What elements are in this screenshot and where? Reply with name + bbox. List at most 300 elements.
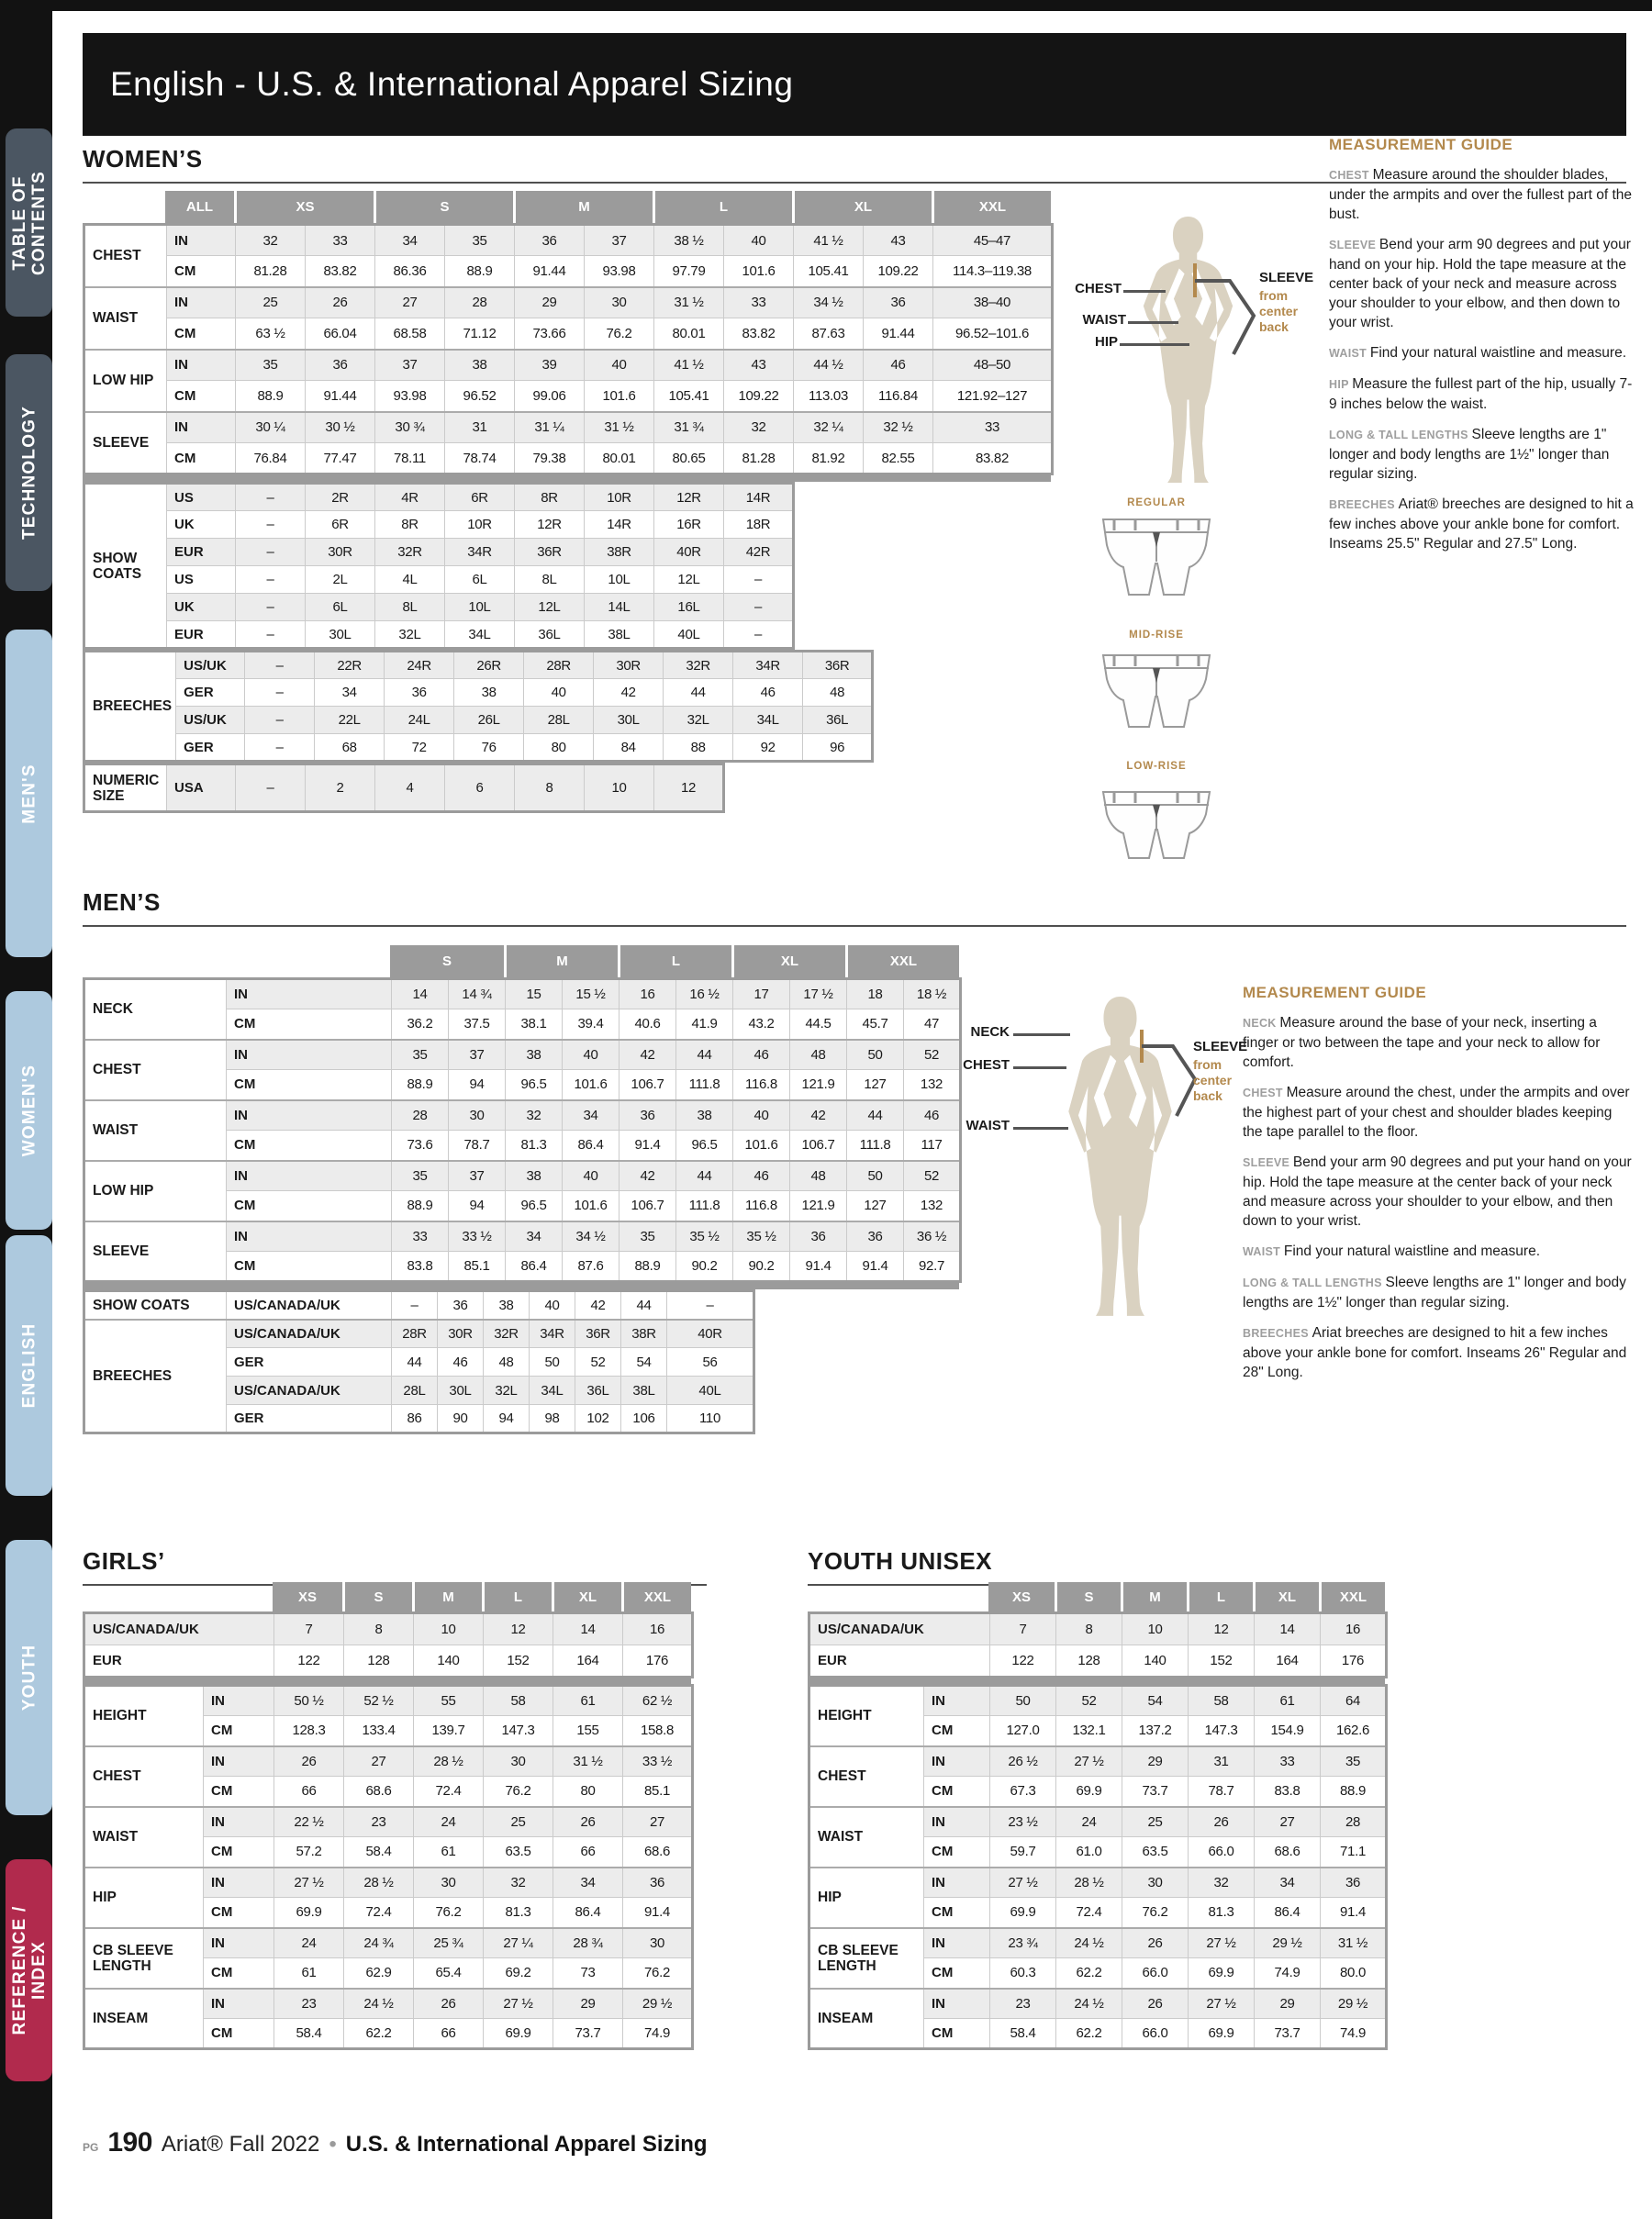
- size-value: 74.9: [1321, 2019, 1387, 2049]
- size-value: 73.66: [515, 318, 585, 350]
- size-value: 10L: [445, 594, 515, 621]
- unit-label: EUR: [84, 1645, 274, 1678]
- size-value: 164: [553, 1645, 623, 1678]
- size-value: 74.9: [623, 2019, 693, 2049]
- youth-measurements-table: [808, 1684, 1388, 2050]
- size-value: 121.9: [790, 1070, 847, 1100]
- rise-diagram-low-rise: LOW-RISE: [1088, 761, 1225, 867]
- unit-label: UK: [167, 594, 236, 621]
- size-value: –: [392, 1291, 438, 1320]
- row-label: CB SLEEVE LENGTH: [84, 1928, 204, 1989]
- size-value: 16: [623, 1613, 693, 1645]
- size-value: 8: [1056, 1613, 1122, 1645]
- size-value: 68.6: [344, 1777, 414, 1807]
- size-value: 2L: [306, 566, 375, 594]
- guide-term: WAIST: [1243, 1245, 1284, 1258]
- size-value: 88.9: [445, 256, 515, 287]
- size-value: 83.8: [392, 1252, 449, 1282]
- size-value: 22L: [315, 707, 385, 734]
- size-value: 38: [445, 350, 515, 381]
- size-value: 35: [392, 1161, 449, 1191]
- size-value: 83.82: [306, 256, 375, 287]
- size-value: 46: [733, 679, 803, 707]
- size-value: 34: [553, 1868, 623, 1898]
- size-value: 101.6: [563, 1191, 620, 1221]
- size-value: 34L: [530, 1377, 575, 1405]
- size-value: 66.04: [306, 318, 375, 350]
- guide-entry: SLEEVE Bend your arm 90 degrees and put your hand on your hip. Hold the tape measure at the center back of your neck and measure across your shoulder to your elbow, and then down to your wrist.: [1329, 237, 1631, 330]
- size-value: 30: [414, 1868, 484, 1898]
- size-column-header: L: [482, 1582, 552, 1611]
- size-value: 33 ½: [449, 1221, 506, 1252]
- unit-label: US/CANADA/UK: [809, 1613, 990, 1645]
- size-value: 32L: [484, 1377, 530, 1405]
- size-value: 127: [847, 1070, 904, 1100]
- size-value: 36: [620, 1100, 676, 1131]
- size-value: 30R: [438, 1320, 484, 1348]
- size-value: 36: [623, 1868, 693, 1898]
- row-label: NUMERIC SIZE: [84, 764, 167, 812]
- size-value: 43: [864, 225, 933, 256]
- size-value: 32: [506, 1100, 563, 1131]
- size-value: 117: [904, 1131, 961, 1161]
- guide-term: CHEST: [1329, 169, 1373, 182]
- unit-label: IN: [167, 287, 236, 318]
- size-value: 32L: [375, 621, 445, 649]
- unit-label: GER: [176, 734, 245, 762]
- unit-label: CM: [924, 1958, 990, 1989]
- unit-label: US/CANADA/UK: [227, 1291, 392, 1320]
- rise-diagram-mid-rise: MID-RISE: [1088, 630, 1225, 736]
- size-value: 30L: [306, 621, 375, 649]
- size-value: 176: [623, 1645, 693, 1678]
- size-value: 2R: [306, 484, 375, 511]
- size-value: 35: [445, 225, 515, 256]
- size-value: 58.4: [344, 1837, 414, 1868]
- size-value: 50: [530, 1348, 575, 1377]
- sidebar-tab-reference-index[interactable]: [6, 1859, 52, 2081]
- size-value: 111.8: [676, 1070, 733, 1100]
- size-value: 29: [1255, 1989, 1321, 2019]
- size-value: 77.47: [306, 443, 375, 474]
- guide-term: WAIST: [1329, 347, 1370, 360]
- guide-entry: CHEST Measure around the shoulder blades, under the armpits and over the fullest part of the bust.: [1329, 167, 1632, 222]
- size-value: 40: [530, 1291, 575, 1320]
- unit-label: IN: [167, 225, 236, 256]
- leader-line: [1123, 290, 1166, 293]
- size-value: 80: [524, 734, 594, 762]
- unit-label: CM: [227, 1070, 392, 1100]
- size-value: 46: [733, 1161, 790, 1191]
- unit-label: CM: [924, 2019, 990, 2049]
- size-value: 28R: [392, 1320, 438, 1348]
- size-value: 69.9: [1189, 2019, 1255, 2049]
- unit-label: IN: [227, 1100, 392, 1131]
- size-value: 96.5: [506, 1191, 563, 1221]
- size-value: 40L: [667, 1377, 754, 1405]
- size-value: 37: [449, 1161, 506, 1191]
- size-column-header: S: [1055, 1582, 1121, 1611]
- unit-label: IN: [924, 1928, 990, 1958]
- row-label: HIP: [84, 1868, 204, 1928]
- size-value: 50 ½: [274, 1686, 344, 1716]
- size-value: 176: [1321, 1645, 1387, 1678]
- size-value: 80.01: [585, 443, 654, 474]
- size-value: 24: [1056, 1807, 1122, 1837]
- size-value: 80: [553, 1777, 623, 1807]
- row-label: HEIGHT: [84, 1686, 204, 1746]
- size-column-header: M: [1121, 1582, 1187, 1611]
- guide-term: NECK: [1243, 1017, 1280, 1030]
- unit-label: IN: [227, 1040, 392, 1070]
- size-value: 38R: [621, 1320, 667, 1348]
- size-value: 33: [306, 225, 375, 256]
- size-value: 12R: [654, 484, 724, 511]
- size-value: 63 ½: [236, 318, 306, 350]
- girls-size-table: [83, 1582, 694, 2050]
- size-value: 35: [620, 1221, 676, 1252]
- sidebar-tab-womens[interactable]: [6, 991, 52, 1230]
- size-value: 147.3: [484, 1716, 553, 1746]
- breeches-diagram-icon: [1092, 775, 1221, 863]
- womens-breeches-table: [83, 650, 1054, 763]
- size-value: 88.9: [392, 1191, 449, 1221]
- figure-label-waist: WAIST: [966, 1118, 1010, 1133]
- size-value: 81.3: [484, 1898, 553, 1928]
- size-column-header: XXL: [621, 1582, 691, 1611]
- size-value: 8R: [375, 511, 445, 539]
- size-value: 15: [506, 979, 563, 1009]
- size-value: 44 ½: [794, 350, 864, 381]
- size-value: 23 ¾: [990, 1928, 1056, 1958]
- size-value: 18: [847, 979, 904, 1009]
- size-value: –: [667, 1291, 754, 1320]
- size-value: 37.5: [449, 1009, 506, 1040]
- size-value: 32: [1189, 1868, 1255, 1898]
- size-value: 36: [847, 1221, 904, 1252]
- size-value: 76.2: [585, 318, 654, 350]
- size-value: 33: [1255, 1746, 1321, 1777]
- unit-label: US/CANADA/UK: [227, 1377, 392, 1405]
- size-value: 66: [414, 2019, 484, 2049]
- size-value: 8L: [515, 566, 585, 594]
- size-value: 85.1: [449, 1252, 506, 1282]
- size-value: –: [245, 734, 315, 762]
- size-value: –: [245, 707, 315, 734]
- unit-label: US: [167, 484, 236, 511]
- size-value: 28: [392, 1100, 449, 1131]
- size-value: 58: [484, 1686, 553, 1716]
- size-value: 44: [676, 1161, 733, 1191]
- size-value: 109.22: [864, 256, 933, 287]
- size-value: 96.5: [506, 1070, 563, 1100]
- size-value: 6R: [306, 511, 375, 539]
- size-value: 10: [414, 1613, 484, 1645]
- size-value: 32R: [484, 1320, 530, 1348]
- size-value: 28 ¾: [553, 1928, 623, 1958]
- leader-line: [1128, 321, 1178, 324]
- size-value: 73.7: [553, 2019, 623, 2049]
- size-value: 36L: [575, 1377, 621, 1405]
- unit-label: IN: [167, 412, 236, 443]
- size-value: 52 ½: [344, 1686, 414, 1716]
- girls-measurements-table: [83, 1684, 694, 2050]
- size-value: 83.8: [1255, 1777, 1321, 1807]
- row-label: INSEAM: [84, 1989, 204, 2049]
- size-value: 69.2: [484, 1958, 553, 1989]
- size-value: 4: [375, 764, 445, 812]
- mens-size-table: [83, 945, 962, 1434]
- size-value: –: [724, 621, 794, 649]
- size-value: 59.7: [990, 1837, 1056, 1868]
- page-title-bar: [83, 33, 1626, 136]
- size-value: 6L: [306, 594, 375, 621]
- size-value: 76.2: [484, 1777, 553, 1807]
- sidebar-tab-english[interactable]: [6, 1235, 52, 1496]
- size-value: 36: [306, 350, 375, 381]
- size-value: 10R: [585, 484, 654, 511]
- catalog-edition: Ariat® Fall 2022: [161, 2132, 320, 2157]
- breeches-diagram-icon: [1092, 644, 1221, 731]
- unit-label: IN: [924, 1989, 990, 2019]
- size-value: 86: [392, 1405, 438, 1433]
- size-value: 91.4: [620, 1131, 676, 1161]
- guide-term: BREECHES: [1329, 498, 1399, 511]
- row-label: NECK: [84, 979, 227, 1040]
- size-value: 94: [449, 1070, 506, 1100]
- size-value: 10: [1122, 1613, 1189, 1645]
- size-value: 84: [594, 734, 664, 762]
- size-value: 43: [724, 350, 794, 381]
- size-value: –: [236, 594, 306, 621]
- size-value: 23: [344, 1807, 414, 1837]
- figure-label-neck: NECK: [970, 1024, 1010, 1040]
- size-value: –: [236, 621, 306, 649]
- size-value: 44: [664, 679, 733, 707]
- size-value: 16: [620, 979, 676, 1009]
- size-value: 29 ½: [1255, 1928, 1321, 1958]
- row-label: WAIST: [809, 1807, 924, 1868]
- size-value: 81.28: [236, 256, 306, 287]
- size-value: 17 ½: [790, 979, 847, 1009]
- size-value: 46: [864, 350, 933, 381]
- row-label: INSEAM: [809, 1989, 924, 2049]
- size-value: 45.7: [847, 1009, 904, 1040]
- size-value: 35 ½: [733, 1221, 790, 1252]
- size-value: 81.3: [1189, 1898, 1255, 1928]
- size-value: 54: [621, 1348, 667, 1377]
- size-value: 26L: [454, 707, 524, 734]
- size-value: 78.74: [445, 443, 515, 474]
- size-value: 12: [484, 1613, 553, 1645]
- page-title: English - U.S. & International Apparel Sizing: [110, 65, 794, 103]
- guide-entry: CHEST Measure around the chest, under the armpits and over the highest part of your chest and shoulder blades keeping the tape parallel to the floor.: [1243, 1085, 1630, 1140]
- size-value: 73.7: [1122, 1777, 1189, 1807]
- size-value: 83.82: [933, 443, 1053, 474]
- size-value: 147.3: [1189, 1716, 1255, 1746]
- size-value: 29 ½: [623, 1989, 693, 2019]
- unit-label: IN: [227, 1161, 392, 1191]
- size-value: 139.7: [414, 1716, 484, 1746]
- size-value: 73.6: [392, 1131, 449, 1161]
- guide-term: CHEST: [1243, 1087, 1287, 1099]
- size-value: 62.2: [1056, 2019, 1122, 2049]
- size-value: 66.0: [1122, 1958, 1189, 1989]
- size-value: 10R: [445, 511, 515, 539]
- row-label: SLEEVE: [84, 412, 167, 474]
- sidebar-tab-technology[interactable]: [6, 354, 52, 591]
- size-value: 23: [274, 1989, 344, 2019]
- size-value: 68.6: [623, 1837, 693, 1868]
- size-value: 24 ¾: [344, 1928, 414, 1958]
- size-value: 27 ½: [990, 1868, 1056, 1898]
- size-column-header: M: [412, 1582, 482, 1611]
- row-label: HEIGHT: [809, 1686, 924, 1746]
- size-value: 88: [664, 734, 733, 762]
- size-value: 18R: [724, 511, 794, 539]
- mens-section-heading: MEN’S: [83, 888, 1626, 927]
- size-value: 105.41: [654, 381, 724, 412]
- size-value: 31 ½: [553, 1746, 623, 1777]
- unit-label: CM: [167, 381, 236, 412]
- size-value: 69.9: [484, 2019, 553, 2049]
- size-value: 50: [847, 1161, 904, 1191]
- size-value: 30: [585, 287, 654, 318]
- size-value: 30 ½: [306, 412, 375, 443]
- size-value: 35: [1321, 1746, 1387, 1777]
- leader-line: [1120, 343, 1189, 346]
- sidebar-tab-label: WOMEN'S: [19, 1064, 39, 1157]
- footer-separator: •: [329, 2132, 337, 2157]
- size-value: 32 ½: [864, 412, 933, 443]
- size-value: 97.79: [654, 256, 724, 287]
- unit-label: EUR: [167, 539, 236, 566]
- size-value: 22 ½: [274, 1807, 344, 1837]
- figure-label-hip: HIP: [1094, 334, 1118, 350]
- size-value: 24 ½: [344, 1989, 414, 2019]
- unit-label: CM: [167, 256, 236, 287]
- size-column-header: M: [513, 191, 653, 223]
- size-value: 76.84: [236, 443, 306, 474]
- size-value: 25: [484, 1807, 553, 1837]
- unit-label: US/CANADA/UK: [227, 1320, 392, 1348]
- size-value: 68: [315, 734, 385, 762]
- size-value: 6: [445, 764, 515, 812]
- size-value: 30: [449, 1100, 506, 1131]
- size-value: 35 ½: [676, 1221, 733, 1252]
- size-value: 48: [790, 1161, 847, 1191]
- size-value: 27 ¼: [484, 1928, 553, 1958]
- size-value: 38L: [585, 621, 654, 649]
- size-value: 158.8: [623, 1716, 693, 1746]
- row-label: WAIST: [84, 1807, 204, 1868]
- size-value: 29 ½: [1321, 1989, 1387, 2019]
- sidebar-tab-tableof-contents[interactable]: [6, 128, 52, 317]
- size-value: 32: [236, 225, 306, 256]
- size-value: 26R: [454, 652, 524, 679]
- womens-show-coats-table: [83, 482, 1054, 650]
- size-value: 78.11: [375, 443, 445, 474]
- size-value: 29: [553, 1989, 623, 2019]
- page-footer: [83, 2127, 708, 2158]
- size-value: 87.63: [794, 318, 864, 350]
- divider: [83, 1283, 959, 1289]
- size-value: 66: [553, 1837, 623, 1868]
- mens-coats-breeches-table: [83, 1289, 962, 1434]
- unit-label: IN: [924, 1868, 990, 1898]
- size-value: 32 ¼: [794, 412, 864, 443]
- size-value: 80.01: [654, 318, 724, 350]
- size-value: –: [245, 652, 315, 679]
- size-value: 28L: [524, 707, 594, 734]
- unit-label: CM: [204, 1898, 274, 1928]
- size-value: 128.3: [274, 1716, 344, 1746]
- size-value: 61: [553, 1686, 623, 1716]
- size-value: 73.7: [1255, 2019, 1321, 2049]
- size-value: 56: [667, 1348, 754, 1377]
- size-value: 6L: [445, 566, 515, 594]
- youth-size-codes-table: [808, 1582, 1388, 1678]
- size-value: 36R: [575, 1320, 621, 1348]
- size-value: 30R: [306, 539, 375, 566]
- unit-label: CM: [227, 1009, 392, 1040]
- size-value: 57.2: [274, 1837, 344, 1868]
- size-value: 66.0: [1189, 1837, 1255, 1868]
- size-value: 8: [344, 1613, 414, 1645]
- size-value: 38–40: [933, 287, 1053, 318]
- size-value: 122: [274, 1645, 344, 1678]
- size-value: 26: [414, 1989, 484, 2019]
- size-value: 76.2: [1122, 1898, 1189, 1928]
- sidebar-tab-label: MEN'S: [19, 763, 39, 824]
- sidebar-tab-youth[interactable]: [6, 1540, 52, 1815]
- size-value: 17: [733, 979, 790, 1009]
- size-column-header: XXL: [932, 191, 1051, 223]
- size-value: 82.55: [864, 443, 933, 474]
- size-value: 27: [1255, 1807, 1321, 1837]
- size-value: 28 ½: [414, 1746, 484, 1777]
- size-value: 106: [621, 1405, 667, 1433]
- womens-main-table: [83, 191, 1054, 475]
- size-value: 61: [1255, 1686, 1321, 1716]
- guide-entry: SLEEVE Bend your arm 90 degrees and put your hand on your hip. Hold the tape measure at the center back of your neck and measure across your shoulder to your elbow, and then down to your wrist.: [1243, 1154, 1632, 1229]
- size-value: 132: [904, 1191, 961, 1221]
- size-value: 34R: [445, 539, 515, 566]
- size-value: 30: [1122, 1868, 1189, 1898]
- sleeve-measure-line: [1188, 259, 1270, 364]
- unit-label: CM: [167, 318, 236, 350]
- size-value: 41 ½: [654, 350, 724, 381]
- womens-size-table: [83, 191, 1054, 813]
- size-value: 152: [1189, 1645, 1255, 1678]
- size-value: 50: [847, 1040, 904, 1070]
- size-value: 36R: [803, 652, 873, 679]
- size-value: 14: [1255, 1613, 1321, 1645]
- sidebar-tab-mens[interactable]: [6, 630, 52, 957]
- size-value: 7: [274, 1613, 344, 1645]
- size-value: 14: [553, 1613, 623, 1645]
- size-value: 74.9: [1255, 1958, 1321, 1989]
- size-value: 60.3: [990, 1958, 1056, 1989]
- size-value: 121.9: [790, 1191, 847, 1221]
- size-value: 33 ½: [623, 1746, 693, 1777]
- unit-label: CM: [204, 2019, 274, 2049]
- size-value: 116.8: [733, 1070, 790, 1100]
- size-value: 36: [1321, 1868, 1387, 1898]
- size-column-header: L: [618, 945, 731, 977]
- size-value: 140: [1122, 1645, 1189, 1678]
- size-column-header: XS: [234, 191, 374, 223]
